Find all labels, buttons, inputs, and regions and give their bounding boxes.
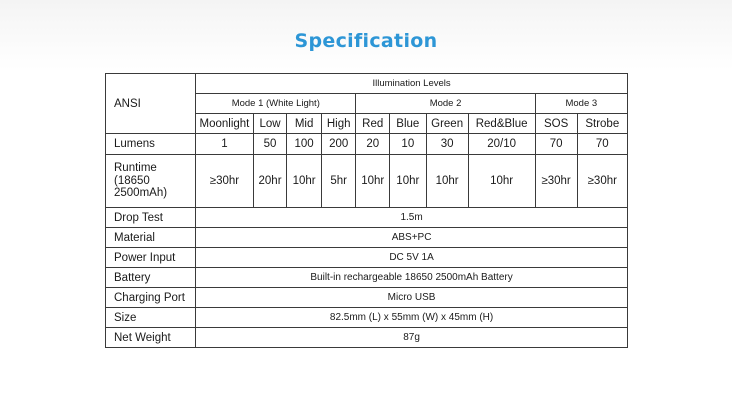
runtime-label-line: (18650 <box>114 174 150 187</box>
row-value: 87g <box>196 328 628 348</box>
row-label: Size <box>106 308 196 328</box>
runtime-value: 10hr <box>287 155 322 208</box>
runtime-value: 10hr <box>468 155 535 208</box>
level-header: Blue <box>389 114 426 134</box>
lumens-value: 50 <box>253 134 287 155</box>
table-row-battery <box>106 268 628 288</box>
row-label: Net Weight <box>106 328 196 348</box>
level-header: Low <box>253 114 287 134</box>
row-label: Power Input <box>106 248 196 268</box>
lumens-value: 70 <box>535 134 577 155</box>
illumination-levels-header: Illumination Levels <box>196 74 628 94</box>
mode-1-header: Mode 1 (White Light) <box>196 94 356 114</box>
table-row-power-input <box>106 248 628 268</box>
row-value: ABS+PC <box>196 228 628 248</box>
level-header: Green <box>426 114 468 134</box>
row-value: 82.5mm (L) x 55mm (W) x 45mm (H) <box>196 308 628 328</box>
runtime-value: ≥30hr <box>577 155 627 208</box>
row-value: DC 5V 1A <box>196 248 628 268</box>
runtime-value: 10hr <box>389 155 426 208</box>
mode-3-header: Mode 3 <box>535 94 627 114</box>
runtime-value: 20hr <box>253 155 287 208</box>
table-row-net-weight <box>106 328 628 348</box>
runtime-value: 10hr <box>356 155 390 208</box>
table-row-lumens <box>106 134 628 155</box>
runtime-value: 10hr <box>426 155 468 208</box>
table-row-runtime <box>106 155 628 208</box>
level-header: Red <box>356 114 390 134</box>
runtime-label-line: Runtime <box>114 162 157 175</box>
runtime-label-line: 2500mAh) <box>114 187 168 200</box>
lumens-value: 20/10 <box>468 134 535 155</box>
level-header: Strobe <box>577 114 627 134</box>
row-value: Built-in rechargeable 18650 2500mAh Battery <box>196 268 628 288</box>
row-label: Drop Test <box>106 208 196 228</box>
lumens-value: 1 <box>196 134 254 155</box>
row-label <box>106 155 196 208</box>
runtime-value: 5hr <box>321 155 356 208</box>
lumens-value: 200 <box>321 134 356 155</box>
level-header: Mid <box>287 114 322 134</box>
lumens-value: 30 <box>426 134 468 155</box>
table-row-charging-port <box>106 288 628 308</box>
level-header: Moonlight <box>196 114 254 134</box>
row-label: Charging Port <box>106 288 196 308</box>
runtime-value: ≥30hr <box>196 155 254 208</box>
lumens-value: 70 <box>577 134 627 155</box>
lumens-value: 10 <box>389 134 426 155</box>
row-label: Material <box>106 228 196 248</box>
row-label: Lumens <box>106 134 196 155</box>
lumens-value: 100 <box>287 134 322 155</box>
runtime-value: ≥30hr <box>535 155 577 208</box>
level-header: Red&Blue <box>468 114 535 134</box>
spec-table <box>105 73 628 348</box>
level-header: SOS <box>535 114 577 134</box>
mode-2-header: Mode 2 <box>356 94 535 114</box>
level-header: High <box>321 114 356 134</box>
table-row-material <box>106 228 628 248</box>
page-title: Specification <box>294 30 438 52</box>
lumens-value: 20 <box>356 134 390 155</box>
table-row-drop-test <box>106 208 628 228</box>
ansi-label: ANSI <box>106 74 196 134</box>
row-value: 1.5m <box>196 208 628 228</box>
row-label: Battery <box>106 268 196 288</box>
table-row-size <box>106 308 628 328</box>
row-value: Micro USB <box>196 288 628 308</box>
